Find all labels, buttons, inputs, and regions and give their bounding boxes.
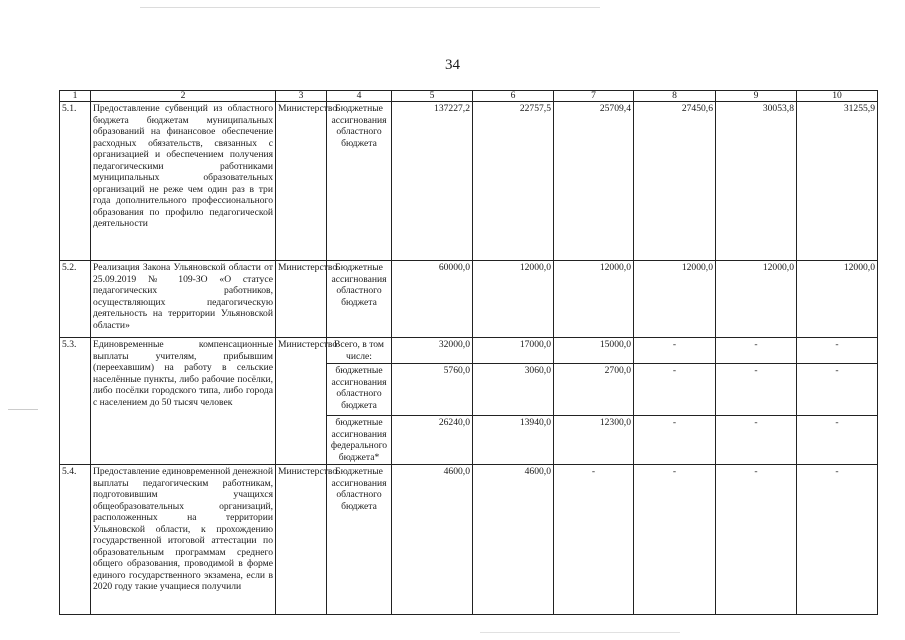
row-number: 5.4. xyxy=(60,465,91,615)
table-header-row xyxy=(60,91,878,102)
value-cell: 137227,2 xyxy=(392,102,473,261)
value-cell: - xyxy=(797,364,878,416)
value-cell: 17000,0 xyxy=(473,338,554,364)
measure-description: Реализация Закона Ульяновской области от 25.09.2019 № 109-ЗО «О статусе педагогических работников, осуществляющих педагогическую деятельность на территории Ульяновской области» xyxy=(91,261,276,338)
column-header: 7 xyxy=(554,91,634,102)
column-header: 6 xyxy=(473,91,554,102)
value-cell: 12300,0 xyxy=(554,416,634,465)
scan-artifact-line xyxy=(480,632,680,633)
value-cell: 12000,0 xyxy=(716,261,797,338)
column-header: 9 xyxy=(716,91,797,102)
value-cell: 30053,8 xyxy=(716,102,797,261)
value-cell: 4600,0 xyxy=(392,465,473,615)
funding-source: Бюджетные ассигнования областного бюджета xyxy=(327,465,392,615)
funding-source: бюджетные ассигнования федерального бюджета* xyxy=(327,416,392,465)
table-row xyxy=(60,338,878,364)
value-cell: 5760,0 xyxy=(392,364,473,416)
value-cell: 2700,0 xyxy=(554,364,634,416)
funding-source: Бюджетные ассигнования областного бюджета xyxy=(327,102,392,261)
value-cell: 12000,0 xyxy=(797,261,878,338)
value-cell: 13940,0 xyxy=(473,416,554,465)
column-header: 8 xyxy=(634,91,716,102)
executor-cell: Министерство xyxy=(276,465,327,615)
value-cell: 31255,9 xyxy=(797,102,878,261)
row-number: 5.2. xyxy=(60,261,91,338)
column-header: 10 xyxy=(797,91,878,102)
value-cell: - xyxy=(716,338,797,364)
table-row xyxy=(60,261,878,338)
value-cell: 60000,0 xyxy=(392,261,473,338)
value-cell: - xyxy=(797,465,878,615)
page-number: 34 xyxy=(445,57,460,73)
value-cell: - xyxy=(634,465,716,615)
value-cell: 32000,0 xyxy=(392,338,473,364)
column-header: 2 xyxy=(91,91,276,102)
value-cell: - xyxy=(716,416,797,465)
column-header: 5 xyxy=(392,91,473,102)
value-cell: - xyxy=(797,416,878,465)
value-cell: - xyxy=(634,338,716,364)
funding-source: бюджетные ассигнования областного бюджета xyxy=(327,364,392,416)
scan-artifact-line xyxy=(140,7,600,8)
value-cell: 3060,0 xyxy=(473,364,554,416)
measure-description: Предоставление субвенций из областного бюджета бюджетам муниципальных образований на финансовое обеспечение расходных обязательств, связанных с организацией и обеспечением получения педагогическими работниками муниципальных образовательных организаций не реже чем один раз в три года дополнительного профессионального образования по профилю педагогической деятельности xyxy=(91,102,276,261)
table-row xyxy=(60,465,878,615)
column-header: 4 xyxy=(327,91,392,102)
value-cell: 26240,0 xyxy=(392,416,473,465)
budget-table xyxy=(59,90,878,615)
row-number: 5.1. xyxy=(60,102,91,261)
table-row xyxy=(60,102,878,261)
value-cell: 15000,0 xyxy=(554,338,634,364)
value-cell: 25709,4 xyxy=(554,102,634,261)
value-cell: 22757,5 xyxy=(473,102,554,261)
value-cell: 12000,0 xyxy=(473,261,554,338)
value-cell: - xyxy=(634,364,716,416)
funding-source: Бюджетные ассигнования областного бюджета xyxy=(327,261,392,338)
executor-cell: Министерство xyxy=(276,338,327,465)
funding-source: Всего, в том числе: xyxy=(327,338,392,364)
measure-description: Предоставление единовременной денежной выплаты педагогическим работникам, подготовившим учащихся общеобразовательных организаций, расположенных на территории Ульяновской области, к прохождению государственной итоговой аттестации по образовательным программам среднего общего образования, проводимой в форме единого государственного экзамена, если в 2020 году такие учащиеся получили xyxy=(91,465,276,615)
value-cell: - xyxy=(716,465,797,615)
value-cell: - xyxy=(634,416,716,465)
scan-artifact-line xyxy=(8,409,38,410)
value-cell: 4600,0 xyxy=(473,465,554,615)
value-cell: 12000,0 xyxy=(634,261,716,338)
column-header: 1 xyxy=(60,91,91,102)
value-cell: - xyxy=(554,465,634,615)
executor-cell: Министерство xyxy=(276,102,327,261)
executor-cell: Министерство xyxy=(276,261,327,338)
value-cell: - xyxy=(797,338,878,364)
value-cell: 12000,0 xyxy=(554,261,634,338)
measure-description: Единовременные компенсационные выплаты учителям, прибывшим (переехавшим) на работу в сельские населённые пункты, либо рабочие посёлки, либо посёлки городского типа, либо города с населением до 50 тысяч человек xyxy=(91,338,276,465)
value-cell: - xyxy=(716,364,797,416)
column-header: 3 xyxy=(276,91,327,102)
value-cell: 27450,6 xyxy=(634,102,716,261)
row-number: 5.3. xyxy=(60,338,91,465)
